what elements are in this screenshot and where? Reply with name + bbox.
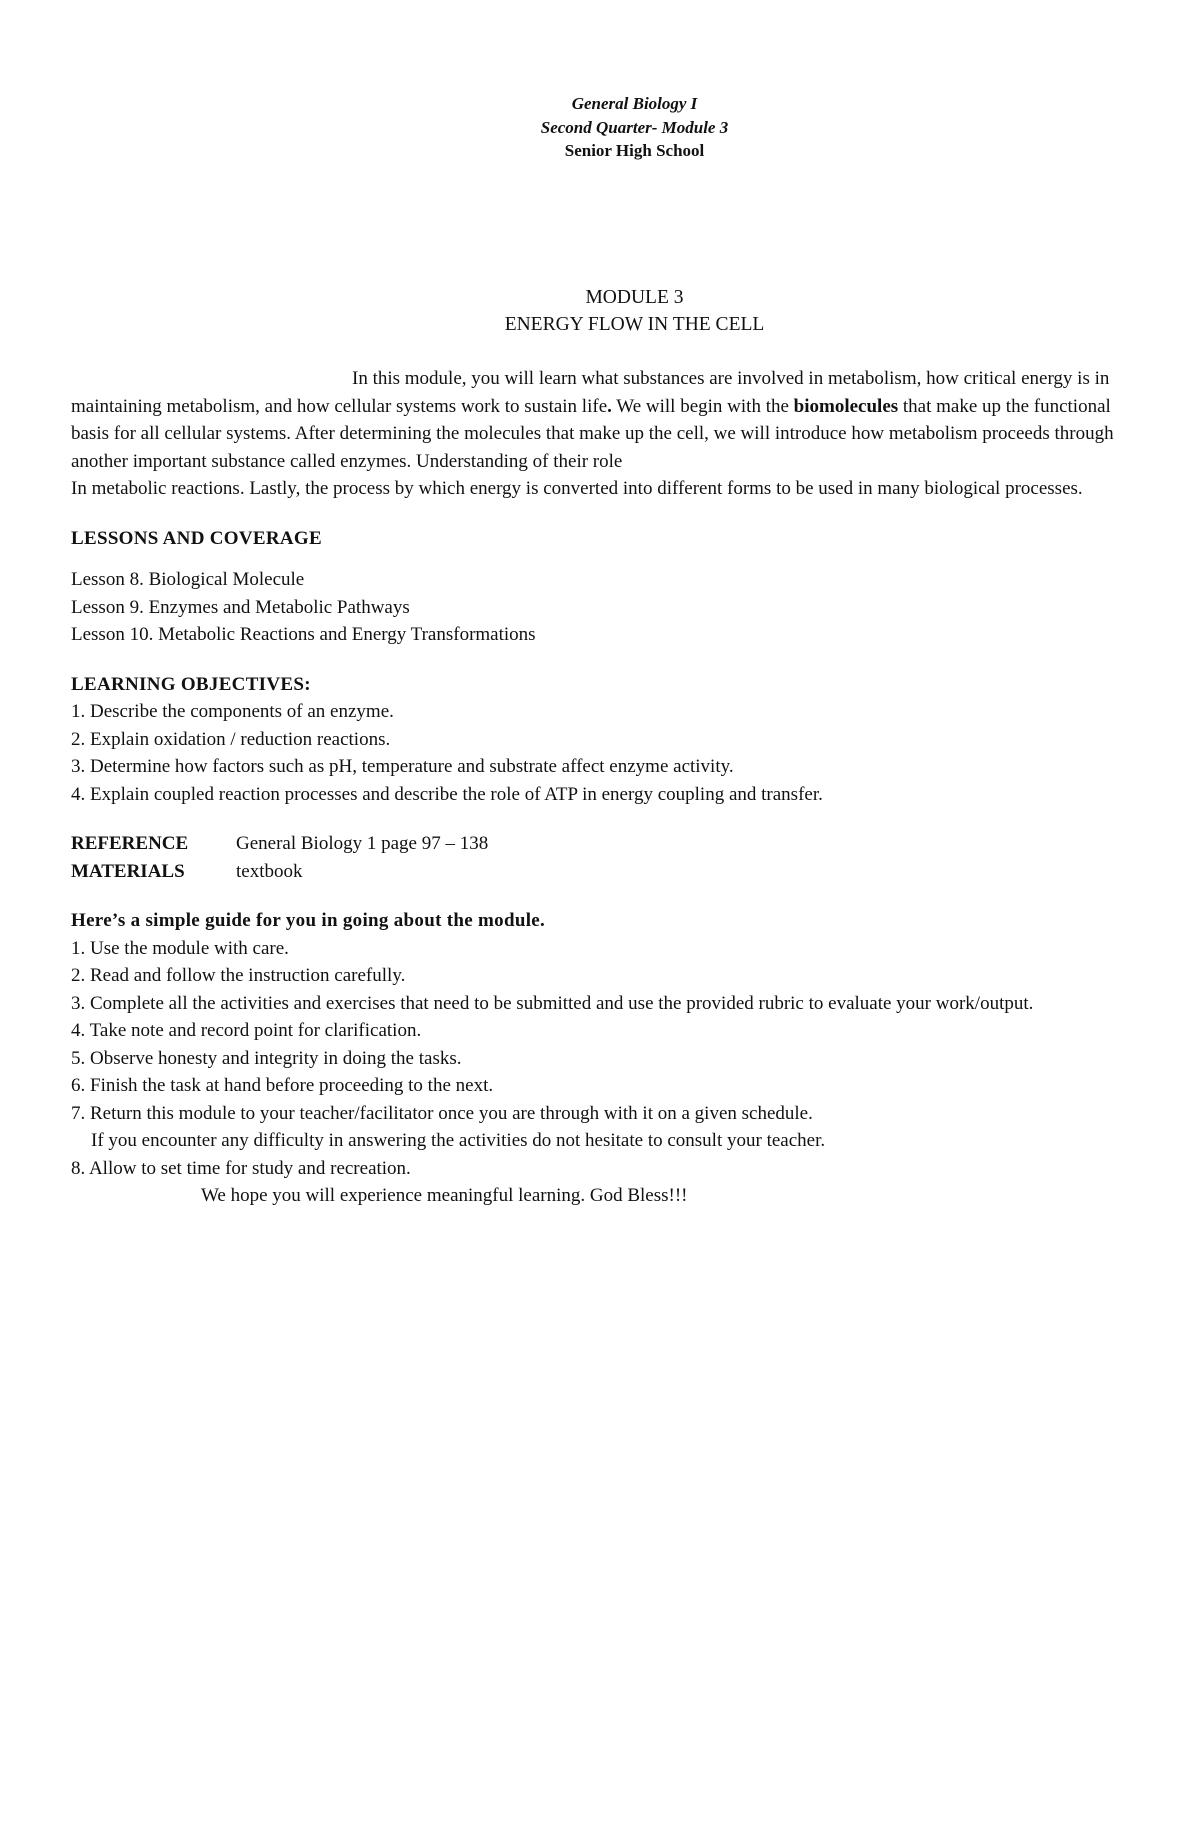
module-title: ENERGY FLOW IN THE CELL bbox=[504, 314, 765, 335]
module-heading bbox=[71, 284, 1198, 338]
objectives-heading: LEARNING OBJECTIVES: bbox=[71, 673, 311, 695]
guide-item: 1. Use the module with care. bbox=[71, 937, 289, 959]
lesson-item: Lesson 8. Biological Molecule bbox=[71, 569, 305, 590]
module-number: MODULE 3 bbox=[585, 287, 684, 308]
objective-item: 1. Describe the components of an enzyme. bbox=[71, 701, 394, 722]
course-title: General Biology I bbox=[571, 94, 698, 113]
guide-item: 6. Finish the task at hand before proceeding to the next. bbox=[71, 1075, 494, 1096]
closing-message: We hope you will experience meaningful learning. God Bless!!! bbox=[201, 1185, 688, 1206]
intro-text-3: that make up the functional basis for all cellular systems. After determining the molecules that make up the cell, we will introduce how metabolism proceeds through another important substance called enzymes. Understanding of their role bbox=[71, 395, 1114, 472]
objective-item: 4. Explain coupled reaction processes and describe the role of ATP in energy coupling and transfer. bbox=[71, 783, 823, 805]
objective-item: 3. Determine how factors such as pH, temperature and substrate affect enzyme activity. bbox=[71, 756, 734, 777]
quarter-module: Second Quarter- Module 3 bbox=[540, 117, 729, 137]
intro-keyword: biomolecules bbox=[793, 395, 899, 417]
guide-item: 8. Allow to set time for study and recreation. bbox=[71, 1157, 411, 1179]
reference-value: General Biology 1 page 97 – 138 bbox=[236, 833, 489, 854]
intro-period: . bbox=[607, 395, 612, 417]
guide-item: 7. Return this module to your teacher/facilitator once you are through with it on a given schedule. bbox=[71, 1102, 813, 1124]
objective-item: 2. Explain oxidation / reduction reactions. bbox=[71, 728, 391, 750]
reference-row bbox=[71, 830, 1141, 858]
lesson-item: Lesson 10. Metabolic Reactions and Energy Transformations bbox=[71, 624, 536, 645]
intro-paragraph-cont: In metabolic reactions. Lastly, the process by which energy is converted into different forms to be used in many biological processes. bbox=[71, 478, 1083, 499]
intro-text-1: In this module, you will learn what substances are involved in metabolism, how critical energy is in maintaining metabolism, and how cellular systems work to sustain life bbox=[71, 368, 1110, 417]
guide-item: 5. Observe honesty and integrity in doing the tasks. bbox=[71, 1047, 462, 1069]
lesson-item: Lesson 9. Enzymes and Metabolic Pathways bbox=[71, 596, 410, 618]
materials-value: textbook bbox=[236, 860, 303, 882]
guide-item: 3. Complete all the activities and exercises that need to be submitted and use the provided rubric to evaluate your work/output. bbox=[71, 992, 1034, 1014]
module-body bbox=[71, 365, 1141, 1210]
guide-heading: Here’s a simple guide for you in going about the module. bbox=[71, 910, 546, 931]
intro-text-2: We will begin with the bbox=[611, 395, 794, 417]
lessons-heading: LESSONS AND COVERAGE bbox=[71, 527, 322, 549]
guide-item: 2. Read and follow the instruction carefully. bbox=[71, 965, 406, 986]
materials-label: MATERIALS bbox=[71, 860, 185, 882]
guide-item: 4. Take note and record point for clarification. bbox=[71, 1020, 422, 1041]
reference-label: REFERENCE bbox=[71, 833, 189, 854]
intro-paragraph bbox=[71, 365, 1141, 475]
guide-item-continuation: If you encounter any difficulty in answering the activities do not hesitate to consult your teacher. bbox=[91, 1130, 826, 1151]
document-header bbox=[71, 92, 1198, 163]
materials-row bbox=[71, 858, 1141, 886]
school-level: Senior High School bbox=[564, 141, 705, 160]
